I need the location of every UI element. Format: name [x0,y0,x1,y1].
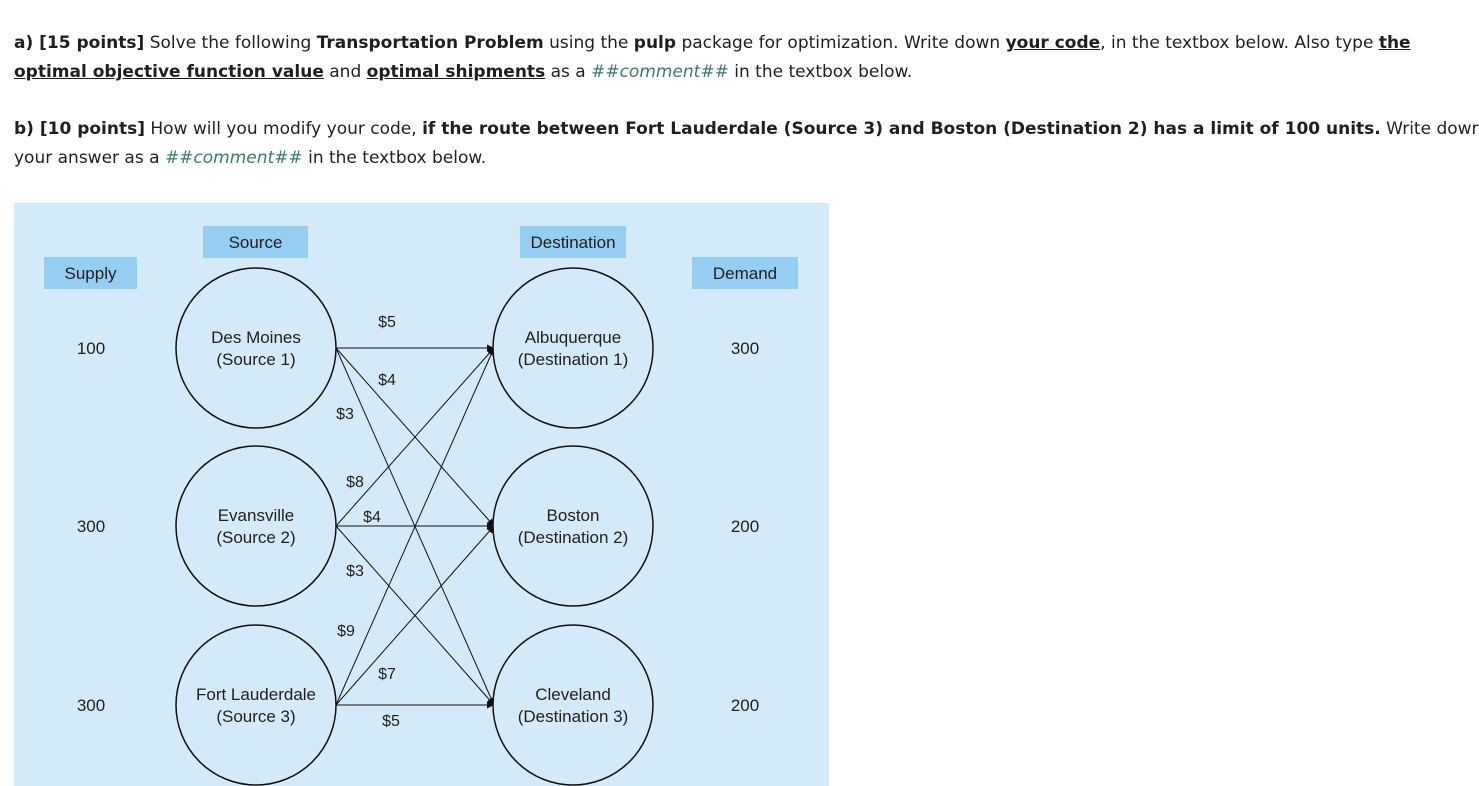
source-header: Source [228,233,283,252]
demand-value-2: 200 [730,517,760,536]
question-a-underline: your code [1005,33,1101,53]
question-b-text: Write dowr [1380,119,1479,139]
destination-node-2 [493,446,653,606]
cost-s1-d3: $3 [336,406,354,423]
question-a-bold: Transportation Problem [316,33,544,53]
destination-2-name: Boston [546,506,600,525]
cost-s3-d2: $7 [378,666,396,683]
source-3-name: Fort Lauderdale [195,685,317,704]
question-b [14,115,1479,173]
destination-3-name: Cleveland [535,685,611,704]
question-b-text: in the textbox below. [302,148,487,168]
cost-s3-d3: $5 [382,713,400,730]
cost-s1-d1: $5 [378,314,396,331]
supply-header: Supply [64,264,117,283]
supply-value-2: 300 [76,517,106,536]
question-b-text: How will you modify your code, [145,119,423,139]
question-a-comment: ##comment## [591,62,729,82]
destination-1-name: Albuquerque [524,328,622,347]
destination-1-sub: (Destination 1) [517,350,629,369]
source-node-2 [176,446,336,606]
destination-2-sub: (Destination 2) [517,528,629,547]
destination-node-3 [493,625,653,785]
question-b-bold: if the route between Fort Lauderdale (Source 3) and Boston (Destination 2) has a limit of 100 units. [422,119,1381,139]
question-a-text: package for optimization. Write down [676,33,1006,53]
demand-value-1: 300 [730,339,760,358]
cost-s2-d2: $4 [363,509,381,526]
cost-s3-d1: $9 [337,623,355,640]
transportation-diagram [14,203,829,786]
question-a-text: as a [545,62,592,82]
demand-value-3: 200 [730,696,760,715]
cost-s2-d3: $3 [346,563,364,580]
destination-header: Destination [530,233,616,252]
network-svg [14,203,829,786]
supply-value-3: 300 [76,696,106,715]
source-1-name: Des Moines [211,328,301,347]
question-a-text: using the [543,33,634,53]
question-a-underline: optimal objective function value [14,62,324,82]
question-a-text: , in the textbox below. Also type [1100,33,1379,53]
source-1-sub: (Source 1) [216,350,296,369]
destination-3-sub: (Destination 3) [517,707,629,726]
question-a-underline: the [1378,33,1411,53]
destination-node-1 [493,268,653,428]
demand-header: Demand [712,264,778,283]
source-2-name: Evansville [217,506,295,525]
question-a-bold: pulp [633,33,677,53]
source-3-sub: (Source 3) [216,707,296,726]
question-b-lead: b) [10 points] [14,119,145,139]
question-a-underline: optimal shipments [366,62,546,82]
question-a-text: in the textbox below. [728,62,913,82]
question-a-lead: a) [15 points] [14,33,145,53]
source-node-1 [176,268,336,428]
question-a-text: Solve the following [144,33,317,53]
supply-value-1: 100 [76,339,106,358]
cost-s2-d1: $8 [346,474,364,491]
source-2-sub: (Source 2) [216,528,296,547]
source-node-3 [176,625,336,785]
question-a-text: and [323,62,367,82]
question-a [14,29,1434,87]
question-b-comment: ##comment## [164,148,303,168]
cost-s1-d2: $4 [378,372,396,389]
question-b-text: your answer as a [14,148,165,168]
